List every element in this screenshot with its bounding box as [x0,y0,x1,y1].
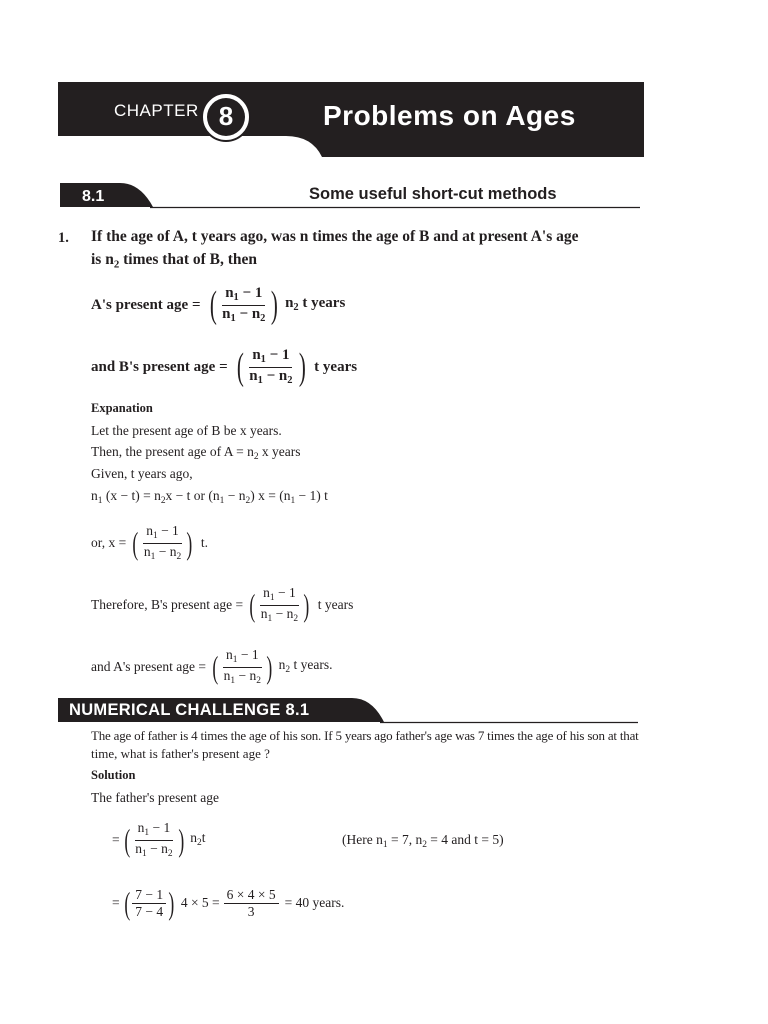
chapter-title: Problems on Ages [323,100,576,131]
explanation-heading: Expanation [91,401,153,415]
explanation-line: Given, t years ago, [91,466,193,481]
fraction: ( $\frac{n_1 - 1}{n_1 - n_2}$ ) [249,585,310,624]
section-number: 8.1 [82,188,105,205]
rule-text-line1: If the age of A, t years ago, was n times the age of B and at present A's age [91,228,579,245]
formula-x: or, x = ( $\frac{n_1 - 1}{n_1 - n_2}$ ) t. [91,523,208,562]
solution-result: = ( $\frac{7 - 1}{7 - 4}$ ) 4 × 5 = $\frac{6 \times 4 \times 5}{3}$ = 40 years. [112,885,345,921]
formula-b-explained: Therefore, B's present age = ( $\frac{n_1 - 1}{n_1 - n_2}$ ) t years [91,585,354,624]
question-line: time, what is father's present age ? [91,746,270,761]
fraction: ( $\frac{7 - 1}{7 - 4}$ ) [124,885,175,921]
rule-text-line2: is $n_2$ times that of B, then [91,251,258,271]
solution-heading: Solution [91,768,136,782]
formula-a-present-age: A's present age = ( $\frac{n_1 - 1}{n_1 - n_2}$ ) $n_2$ t years [91,284,346,326]
chapter-banner [0,0,768,170]
fraction: ( $\frac{n_1 - 1}{n_1 - n_2}$ ) [209,284,279,326]
fraction: ( $\frac{n_1 - 1}{n_1 - n_2}$ ) [236,346,306,388]
given-values: (Here $n_1 = 7$, $n_2 = 4$ and t = 5) [342,832,504,850]
fraction: $\frac{6 \times 4 \times 5}{3}$ [224,888,279,918]
section-title: Some useful short-cut methods [309,185,557,203]
fraction: ( $\frac{n_1 - 1}{n_1 - n_2}$ ) [124,820,184,859]
fraction: ( $\frac{n_1 - 1}{n_1 - n_2}$ ) [132,523,193,562]
rule-index: 1. [58,230,69,246]
question-line: The age of father is 4 times the age of his son. If 5 years ago father's age was 7 times the age of his son at that [91,728,639,743]
challenge-title: NUMERICAL CHALLENGE 8.1 [69,701,310,719]
solution-formula: = ( $\frac{n_1 - 1}{n_1 - n_2}$ ) $n_2t$ [112,820,206,859]
chapter-label: CHAPTER [114,101,199,120]
formula-a-explained: and A's present age = ( $\frac{n_1 - 1}{n_1 - n_2}$ ) $n_2$ t years. [91,647,333,686]
explanation-line: $n_1$ $(x - t) = n_2x - t$ or $(n_1 - n_2) x = (n_1 - 1)$ t [91,488,328,506]
explanation-line: Let the present age of B be x years. [91,423,282,438]
formula-b-present-age: and B's present age = ( $\frac{n_1 - 1}{n_1 - n_2}$ ) t years [91,346,358,388]
solution-line: The father's present age [91,790,219,805]
fraction: ( $\frac{n_1 - 1}{n_1 - n_2}$ ) [212,647,273,686]
chapter-number: 8 [218,101,234,131]
explanation-line: Then, the present age of $A = n_2$ x years [91,444,301,462]
